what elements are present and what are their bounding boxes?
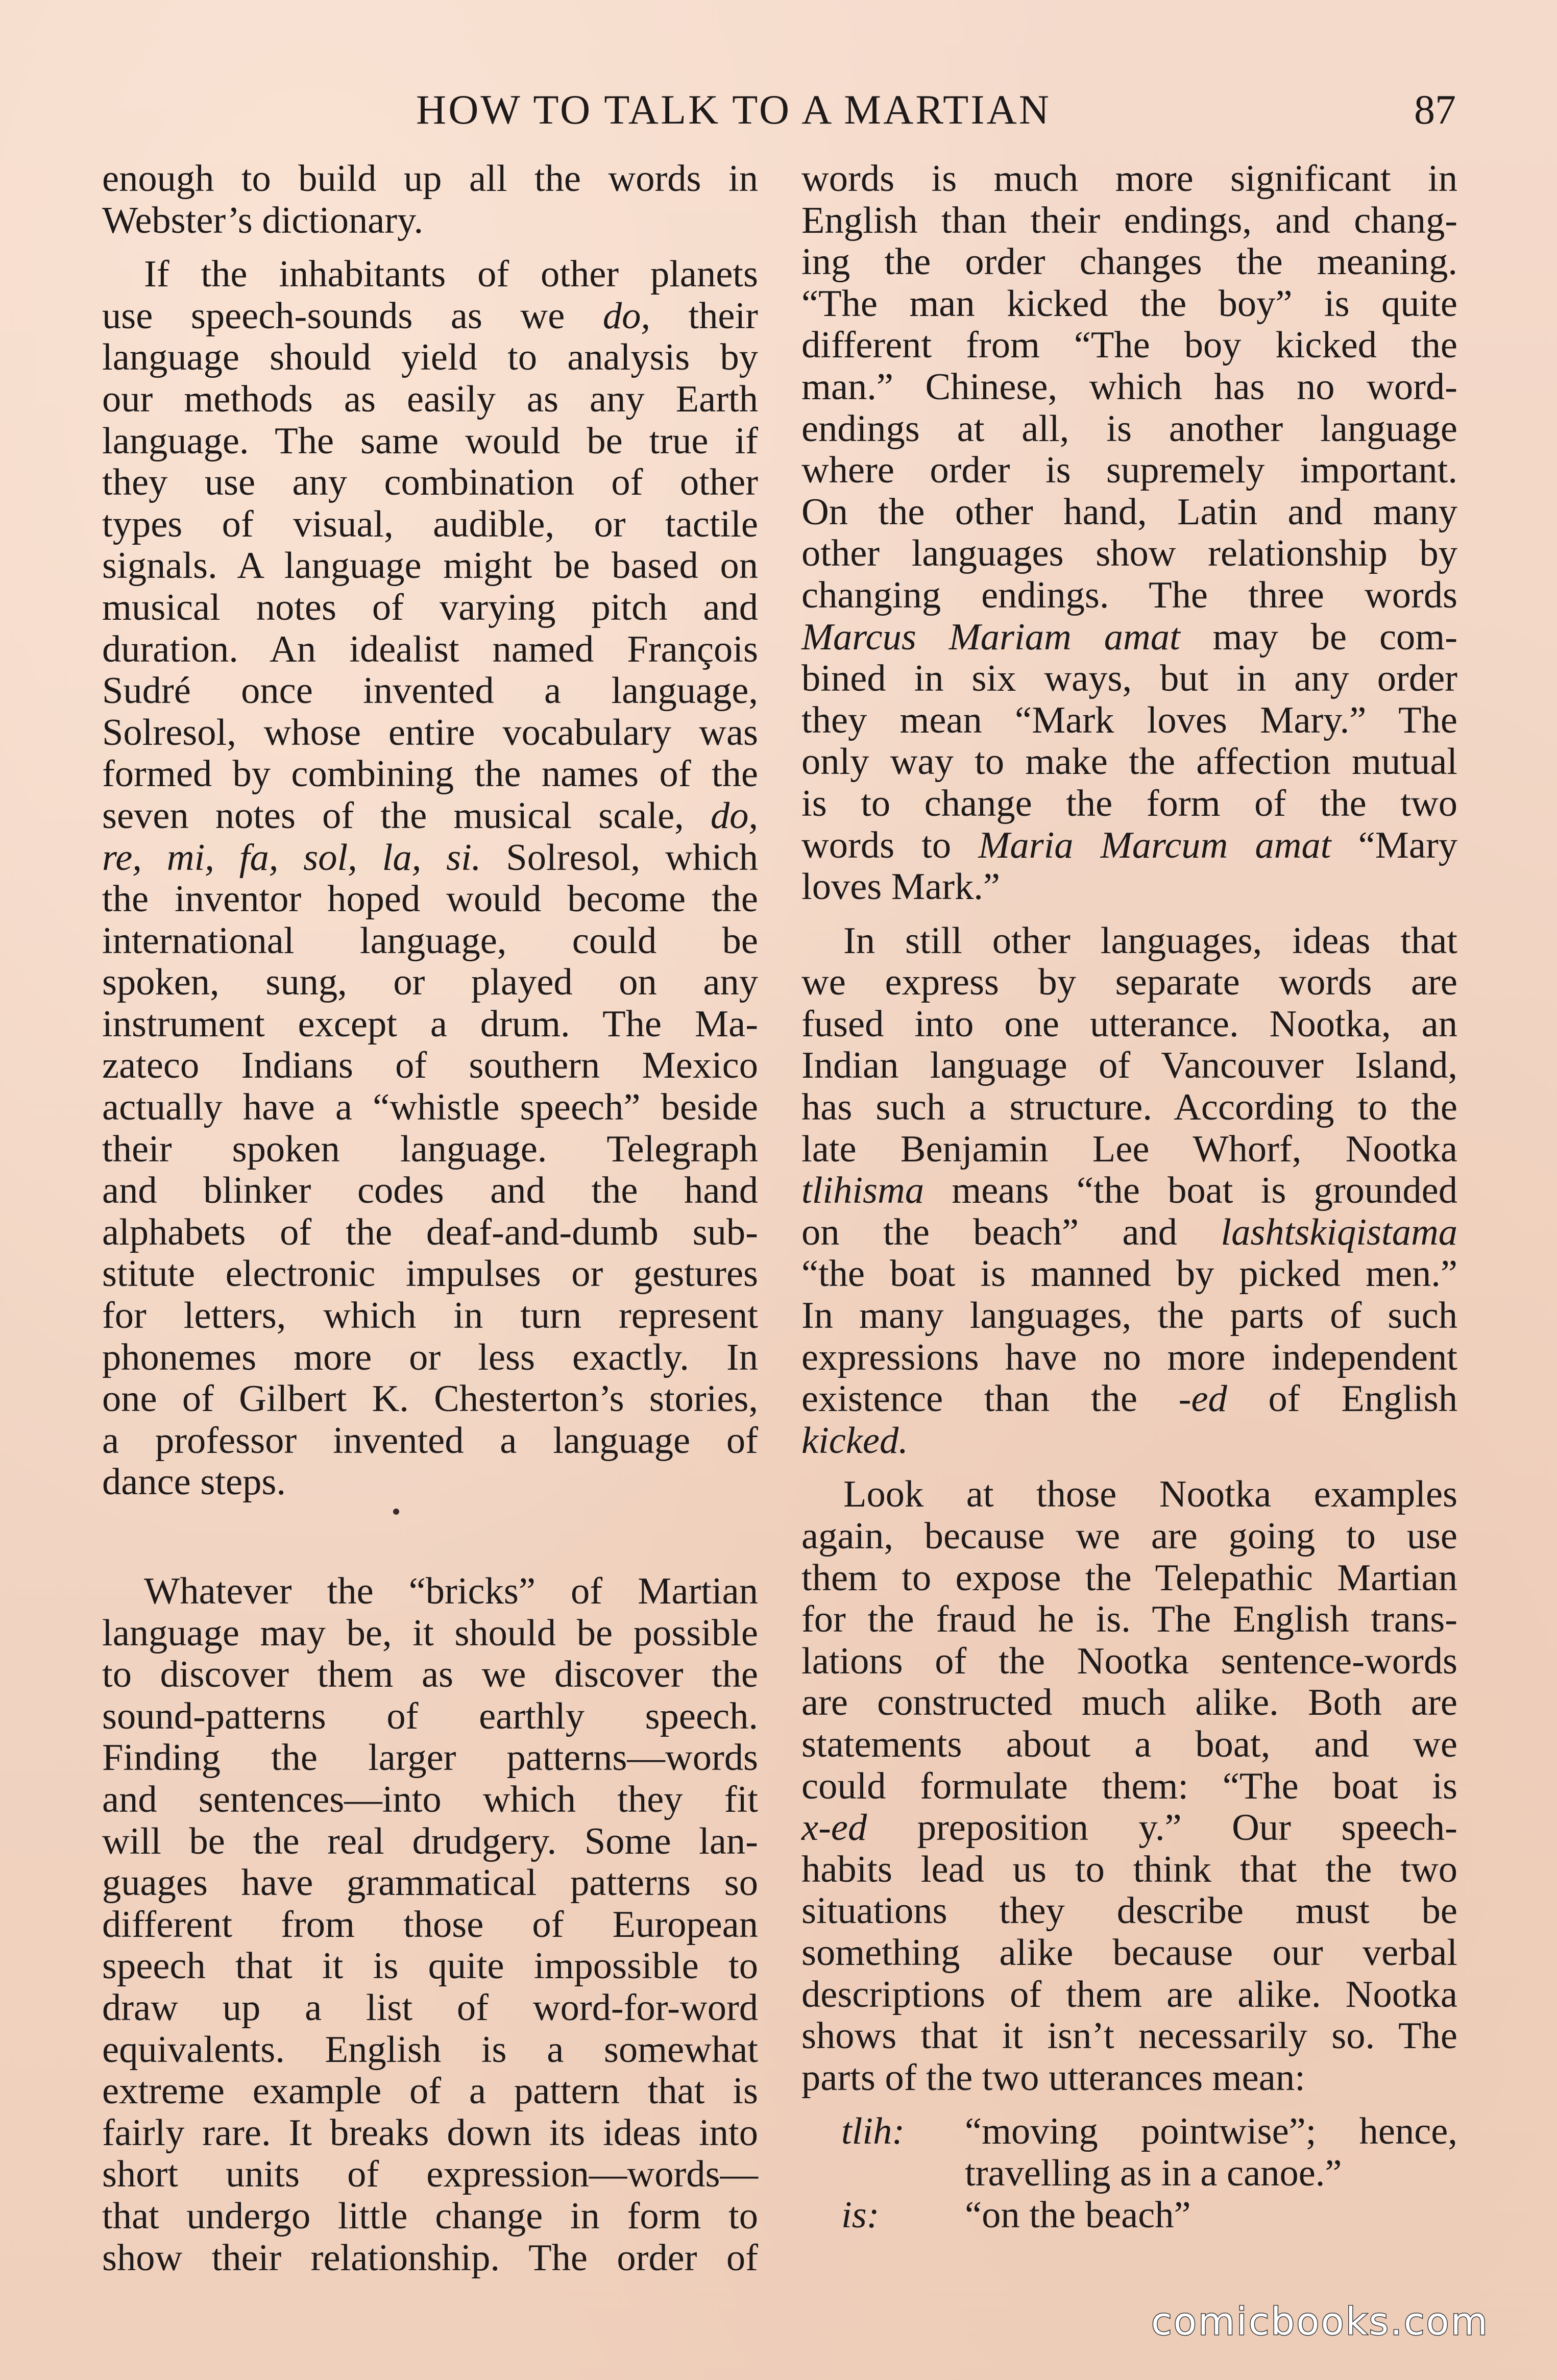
- text-line: endings at all, is another language: [801, 407, 1457, 450]
- text-line: a professor invented a language of: [102, 1419, 758, 1462]
- text-line: language should yield to analysis by: [102, 336, 758, 379]
- text-line: In still other languages, ideas that: [843, 919, 1457, 962]
- text-line: man.” Chinese, which has no word-: [801, 366, 1457, 408]
- right-column: [801, 158, 1457, 2236]
- paragraph-gap: [801, 1462, 1457, 1474]
- text-line: is to change the form of the two: [801, 782, 1457, 824]
- text-line: and blinker codes and the hand: [102, 1170, 758, 1212]
- text-line: different from those of European: [102, 1903, 758, 1946]
- text-line: zateco Indians of southern Mexico: [102, 1045, 758, 1087]
- left-column: [102, 158, 758, 2279]
- text-line: types of visual, audible, or tactile: [102, 503, 758, 545]
- text-line: loves Mark.”: [801, 866, 1000, 908]
- text-line: on the beach” and lashtskiqistama: [801, 1211, 1457, 1253]
- text-line: alphabets of the deaf-and-dumb sub-: [102, 1211, 758, 1253]
- text-line: they use any combination of other: [102, 462, 758, 504]
- text-line: where order is supremely important.: [801, 449, 1457, 492]
- text-line: are constructed much alike. Both are: [801, 1682, 1457, 1724]
- text-line: late Benjamin Lee Whorf, Nootka: [801, 1128, 1457, 1170]
- text-line: Webster’s dictionary.: [102, 199, 424, 241]
- text-line: existence than the -ed of English: [801, 1378, 1457, 1420]
- print-speck: [393, 1509, 399, 1515]
- text-line: phonemes more or less exactly. In: [102, 1336, 758, 1378]
- text-line: again, because we are going to use: [801, 1515, 1457, 1557]
- text-line: their spoken language. Telegraph: [102, 1128, 758, 1170]
- text-line: descriptions of them are alike. Nootka: [801, 1973, 1457, 2015]
- text-line: habits lead us to think that the two: [801, 1848, 1457, 1890]
- text-line: Whatever the “bricks” of Martian: [144, 1570, 758, 1612]
- text-line: x-ed preposition y.” Our speech-: [801, 1807, 1457, 1849]
- text-line: other languages show relationship by: [801, 532, 1457, 575]
- text-line: formed by combining the names of the: [102, 753, 758, 795]
- text-line: ing the order changes the meaning.: [801, 241, 1457, 283]
- text-line: English than their endings, and chang-: [801, 199, 1457, 241]
- text-line: situations they describe must be: [801, 1890, 1457, 1932]
- text-line: something alike because our verbal: [801, 1931, 1457, 1974]
- text-line: language. The same would be true if: [102, 420, 758, 462]
- text-line: words to Maria Marcum amat “Mary: [801, 824, 1458, 866]
- text-line: changing endings. The three words: [801, 574, 1457, 616]
- text-line: show their relationship. The order of: [102, 2237, 758, 2279]
- text-line: could formulate them: “The boat is: [801, 1765, 1457, 1807]
- text-line: sound-patterns of earthly speech.: [102, 1695, 758, 1737]
- text-line: our methods as easily as any Earth: [102, 378, 758, 420]
- paragraph-gap: [801, 2099, 1457, 2111]
- text-line: Indian language of Vancouver Island,: [801, 1045, 1457, 1087]
- text-line: Marcus Mariam amat may be com-: [801, 616, 1458, 658]
- text-line: dance steps.: [102, 1461, 286, 1503]
- text-line: words is much more significant in: [801, 158, 1457, 200]
- page-number: 87: [1414, 86, 1456, 133]
- text-line: will be the real drudgery. Some lan-: [102, 1820, 758, 1862]
- text-line: for letters, which in turn represent: [102, 1295, 758, 1337]
- text-line: Solresol, whose entire vocabulary was: [102, 711, 758, 754]
- text-line: short units of expression—words—: [102, 2153, 758, 2196]
- text-line: equivalents. English is a somewhat: [102, 2028, 758, 2071]
- text-line: one of Gilbert K. Chesterton’s stories,: [102, 1378, 758, 1420]
- text-line: kicked.: [801, 1419, 908, 1462]
- text-line: fused into one utterance. Nootka, an: [801, 1003, 1457, 1045]
- text-line: On the other hand, Latin and many: [801, 491, 1457, 533]
- text-line: re, mi, fa, sol, la, si. Solresol, which: [102, 836, 759, 879]
- text-line: international language, could be: [102, 919, 758, 962]
- text-line: draw up a list of word-for-word: [102, 1986, 758, 2029]
- text-line: shows that it isn’t necessarily so. The: [801, 2015, 1457, 2057]
- definition-row: [801, 2153, 1457, 2195]
- text-line: stitute electronic impulses or gestures: [102, 1253, 758, 1295]
- definition-term: is:: [841, 2194, 880, 2236]
- text-line: they mean “Mark loves Mary.” The: [801, 699, 1457, 741]
- text-line: speech that it is quite impossible to: [102, 1945, 758, 1987]
- text-line: spoken, sung, or played on any: [102, 961, 758, 1004]
- text-line: signals. A language might be based on: [102, 545, 758, 587]
- text-line: guages have grammatical patterns so: [102, 1862, 758, 1904]
- text-line: lations of the Nootka sentence-words: [801, 1640, 1457, 1682]
- definition-text: “moving pointwise”; hence,: [965, 2110, 1457, 2153]
- text-line: instrument except a drum. The Ma-: [102, 1003, 758, 1045]
- text-line: enough to build up all the words in: [102, 158, 758, 200]
- text-line: parts of the two utterances mean:: [801, 2056, 1305, 2099]
- text-line: has such a structure. According to the: [801, 1086, 1457, 1129]
- text-line: extreme example of a pattern that is: [102, 2070, 758, 2112]
- text-line: expressions have no more independent: [801, 1336, 1457, 1378]
- text-line: Look at those Nootka examples: [843, 1473, 1457, 1516]
- text-line: seven notes of the musical scale, do,: [102, 794, 758, 837]
- text-line: to discover them as we discover the: [102, 1654, 758, 1696]
- definition-text: “on the beach”: [965, 2194, 1191, 2236]
- paragraph-gap: [102, 1503, 758, 1571]
- text-line: that undergo little change in form to: [102, 2195, 758, 2237]
- text-line: If the inhabitants of other planets: [144, 253, 758, 296]
- text-line: Finding the larger patterns—words: [102, 1737, 758, 1779]
- text-line: In many languages, the parts of such: [801, 1295, 1457, 1337]
- text-line: bined in six ways, but in any order: [801, 658, 1457, 700]
- text-line: use speech-sounds as we do, their: [102, 295, 758, 337]
- text-line: statements about a boat, and we: [801, 1723, 1457, 1765]
- paragraph-gap: [102, 241, 758, 254]
- watermark: comicbooks.com: [1151, 2300, 1489, 2344]
- text-line: for the fraud he is. The English trans-: [801, 1598, 1457, 1641]
- definition-row: [801, 2195, 1457, 2237]
- text-line: “the boat is manned by picked men.”: [801, 1253, 1457, 1295]
- definition-text: travelling as in a canoe.”: [965, 2152, 1342, 2194]
- text-line: only way to make the affection mutual: [801, 741, 1457, 783]
- definition-row: [801, 2111, 1457, 2153]
- text-line: actually have a “whistle speech” beside: [102, 1086, 758, 1129]
- text-line: tlihisma means “the boat is grounded: [801, 1170, 1457, 1212]
- text-line: Sudré once invented a language,: [102, 670, 758, 712]
- text-line: them to expose the Telepathic Martian: [801, 1557, 1457, 1599]
- text-line: we express by separate words are: [801, 961, 1457, 1004]
- definition-term: tlih:: [841, 2110, 905, 2153]
- text-line: language may be, it should be possible: [102, 1612, 758, 1654]
- paragraph-gap: [801, 908, 1457, 920]
- running-head: [0, 86, 1557, 142]
- running-title: HOW TO TALK TO A MARTIAN: [416, 86, 1051, 133]
- text-line: fairly rare. It breaks down its ideas into: [102, 2111, 758, 2154]
- text-line: the inventor hoped would become the: [102, 878, 758, 920]
- text-line: different from “The boy kicked the: [801, 324, 1457, 367]
- text-line: “The man kicked the boy” is quite: [801, 282, 1457, 325]
- text-line: musical notes of varying pitch and: [102, 586, 758, 628]
- text-line: and sentences—into which they fit: [102, 1778, 758, 1820]
- text-line: duration. An idealist named François: [102, 628, 758, 670]
